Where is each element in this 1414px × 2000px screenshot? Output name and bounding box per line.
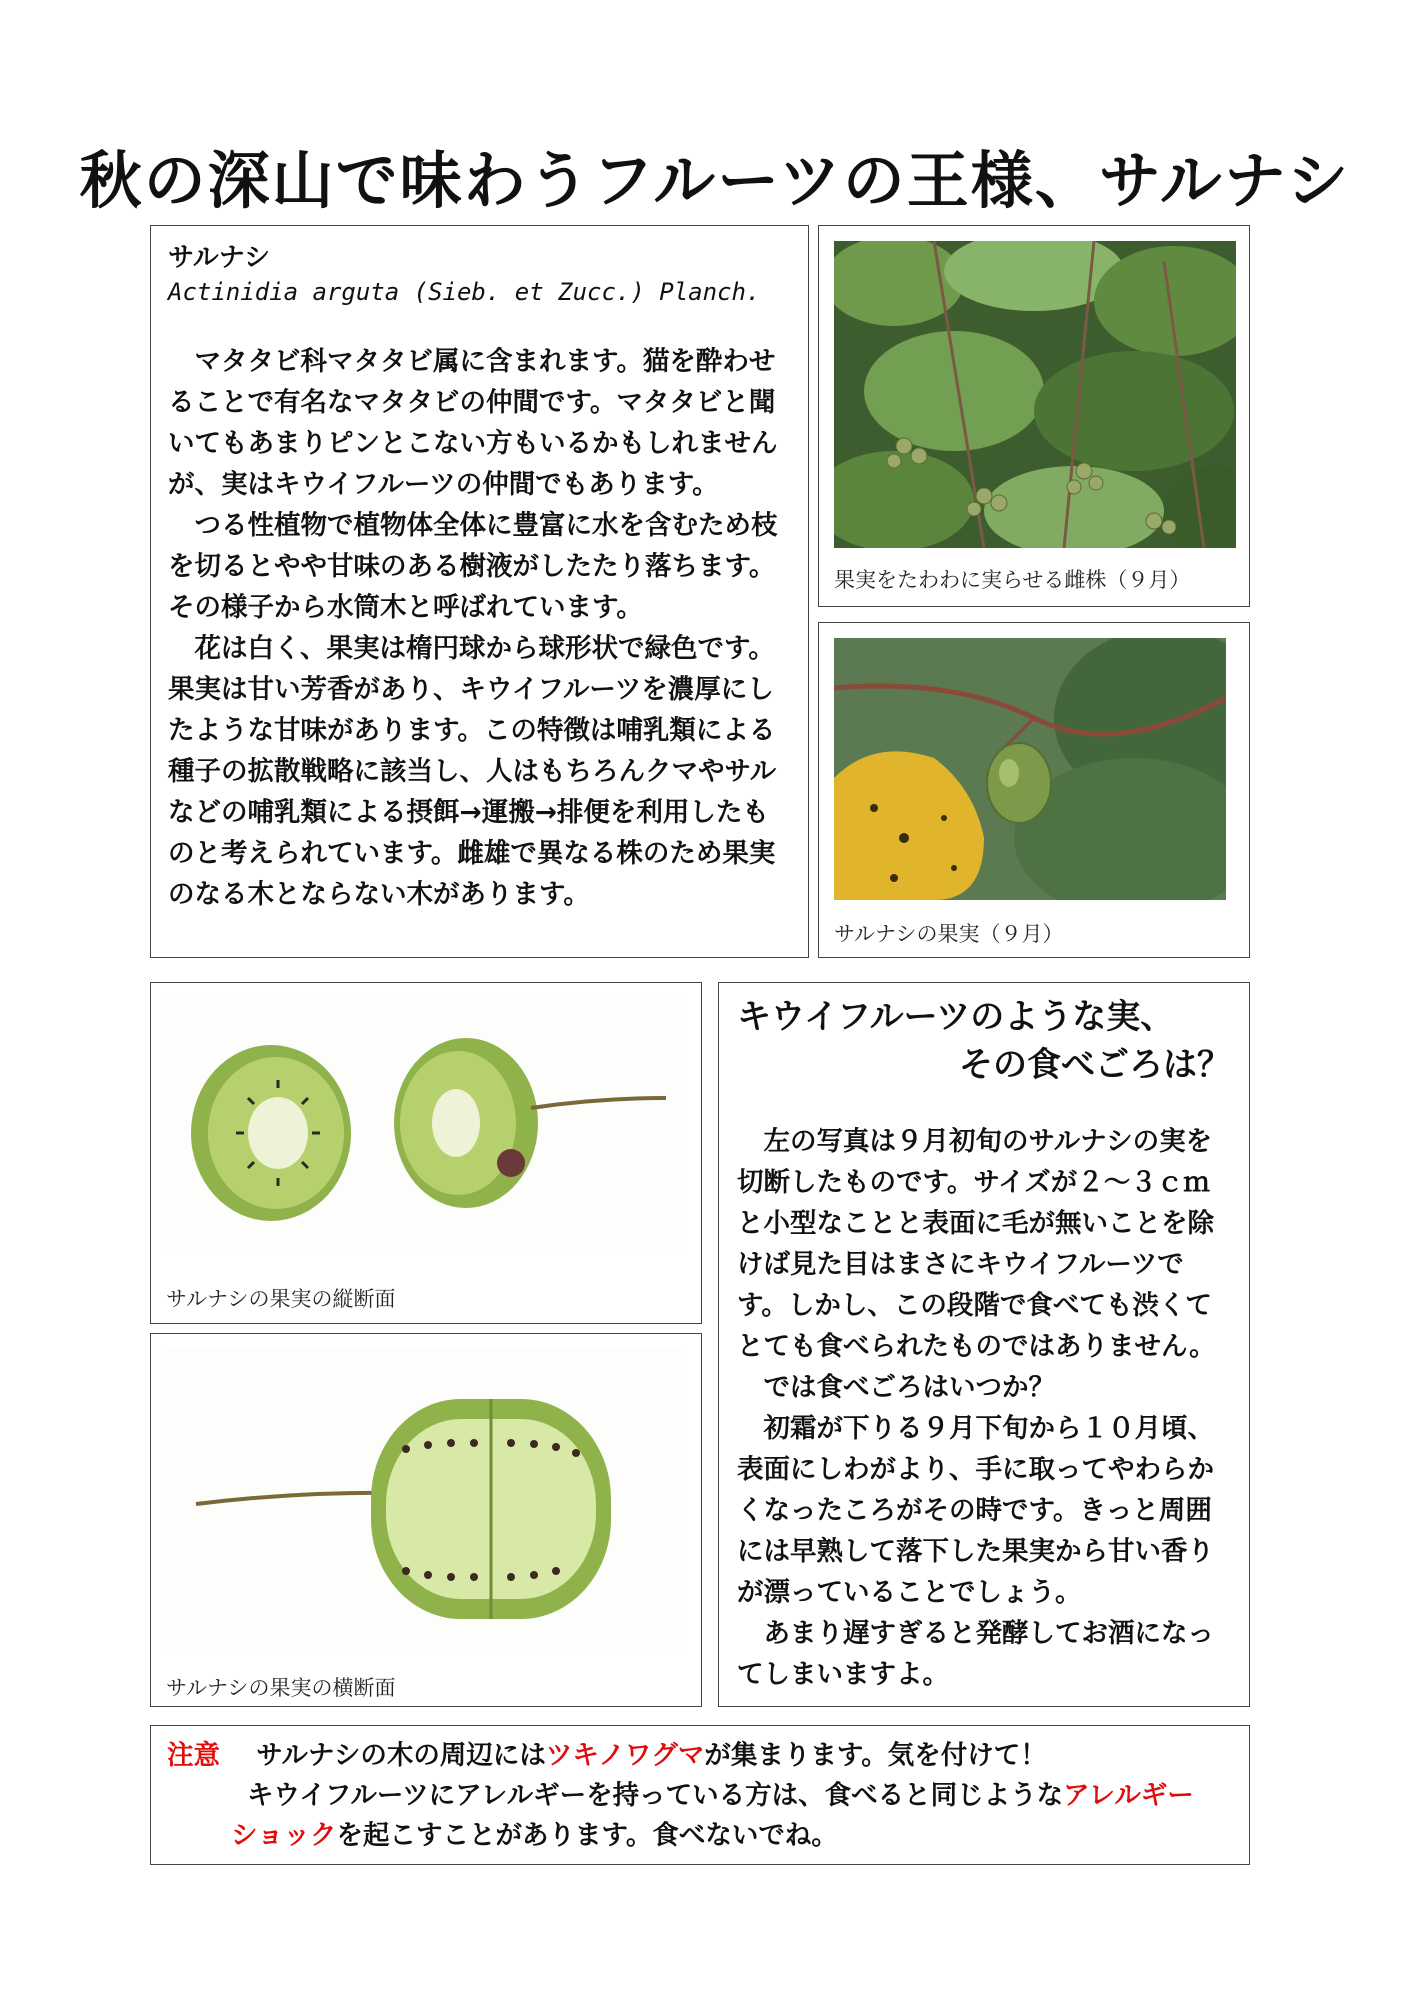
vine-leaves-image <box>834 241 1236 548</box>
eating-paragraph: 初霜が下りる９月下旬から１０月頃、表面にしわがより、手に取ってやわらかくなったころがその時です。きっと周囲には早熟して落下した果実から甘い香りが漂っていることでしょう。 <box>737 1413 1214 1608</box>
section-heading-line1: キウイフルーツのような実、 <box>737 997 1175 1037</box>
eating-paragraph: では食べごろはいつか？ <box>763 1372 1055 1403</box>
cut-fruit-image <box>166 998 686 1256</box>
intro-paragraph: 花は白く、果実は楕円球から球形状で緑色です。果実は甘い芳香があり、キウイフルーツを濃厚にしたような甘味があります。この特徴は哺乳類による種子の拡散戦略に該当し、人はもちろんクマやサルなどの哺乳類による摂餌→運搬→排便を利用したものと考えられています。雌雄で異なる株のため果実のなる木とならない木があります。 <box>168 633 777 910</box>
eating-paragraph: 左の写真は９月初旬のサルナシの実を切断したものです。サイズが２～３ｃｍと小型なことと表面に毛が無いことを除けば見た目はまさにキウイフルーツです。しかし、この段階で食べても渋くてとても食べられたものではありません。 <box>737 1126 1216 1362</box>
intro-section <box>150 225 809 958</box>
longitudinal-section-photo <box>166 998 686 1256</box>
notice-line3 <box>167 1816 1233 1856</box>
notice-text: が集まります。気を付けて！ <box>704 1740 1047 1771</box>
longitudinal-section-box <box>150 982 702 1324</box>
eating-season-section <box>718 982 1250 1707</box>
eating-paragraph: あまり遅すぎると発酵してお酒になってしまいますよ。 <box>737 1618 1214 1690</box>
fruit-on-branch-photo <box>834 638 1226 900</box>
bear-warning-text: ツキノワグマ <box>545 1740 705 1771</box>
cross-cut-fruit-image <box>166 1349 686 1649</box>
cross-section-photo <box>166 1349 686 1649</box>
shock-warning-text: ショック <box>231 1820 337 1851</box>
fruit-branch-image <box>834 638 1226 900</box>
intro-paragraph: マタタビ科マタタビ属に含まれます。猫を酔わせることで有名なマタタビの仲間です。マタタビと聞いてもあまりピンとこない方もいるかもしれませんが、実はキウイフルーツの仲間でもあります。 <box>168 346 778 500</box>
tree-photo-caption: 果実をたわわに実らせる雌株（９月） <box>834 568 1191 592</box>
page-title: 秋の深山で味わうフルーツの王様、サルナシ <box>79 143 1351 217</box>
tree-photo-box <box>818 225 1250 607</box>
notice-line2 <box>167 1776 1233 1816</box>
notice-section <box>150 1725 1250 1865</box>
plant-name: サルナシ <box>168 243 271 273</box>
fruit-photo-caption: サルナシの果実（９月） <box>834 922 1064 946</box>
intro-paragraph: つる性植物で植物体全体に豊富に水を含むため枝を切るとやや甘味のある樹液がしたたり落ちます。その様子から水筒木と呼ばれています。 <box>168 510 778 623</box>
allergy-warning-text: アレルギー <box>1063 1780 1194 1811</box>
scientific-name: Actinidia arguta (Sieb. et Zucc.) Planch. <box>168 278 761 306</box>
cross-section-box <box>150 1333 702 1707</box>
notice-text: サルナシの木の周辺には <box>256 1740 546 1771</box>
notice-label: 注意 <box>167 1740 220 1771</box>
notice-line1 <box>167 1736 1233 1776</box>
section-heading-line2: その食べごろは？ <box>959 1045 1231 1085</box>
notice-text: キウイフルーツにアレルギーを持っている方は、食べると同じような <box>247 1780 1064 1811</box>
fruit-photo-box <box>818 622 1250 958</box>
cross-section-caption: サルナシの果実の横断面 <box>166 1676 396 1700</box>
notice-text: を起こすことがあります。食べないでね。 <box>336 1820 838 1851</box>
fruiting-vine-photo <box>834 241 1236 548</box>
longitudinal-section-caption: サルナシの果実の縦断面 <box>166 1287 396 1311</box>
